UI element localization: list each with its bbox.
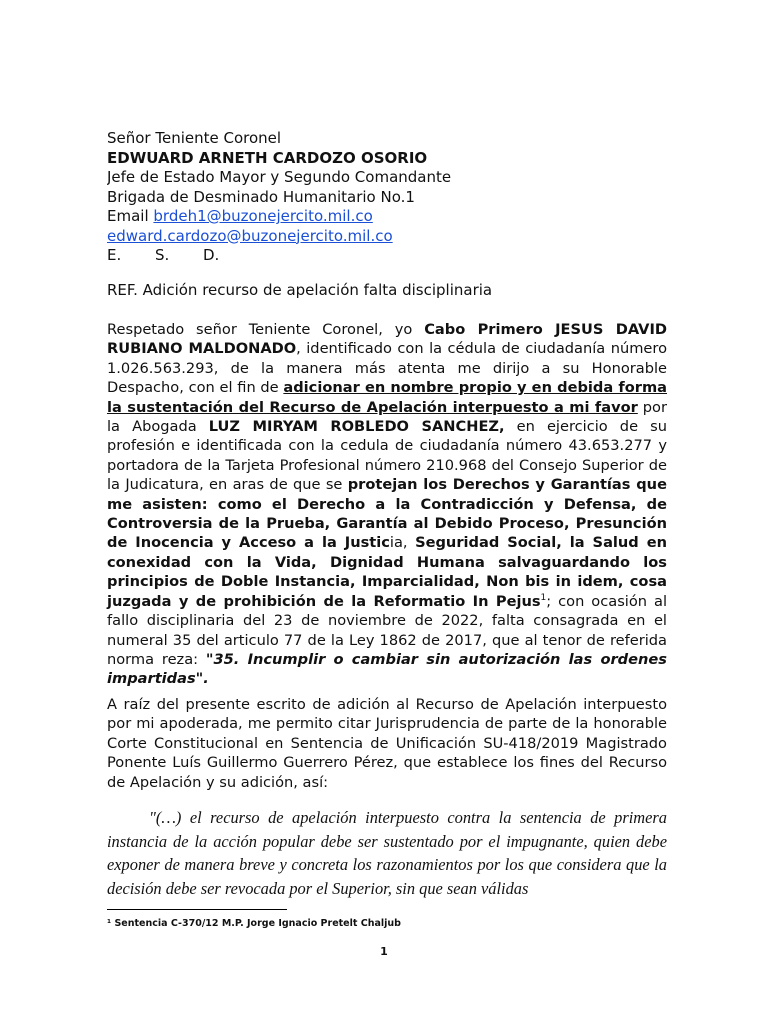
underlined-phrase: adicionar en nombre propio y en debida forma la sustentación del Recurso de Apelación interpuesto a mi favor [107, 379, 667, 416]
footnote-divider [107, 909, 287, 910]
body-paragraph-2: A raíz del presente escrito de adición al Recurso de Apelación interpuesto por mi apoderada, me permito citar Jurisprudencia de parte de la honorable Corte Constitucional en Sentencia de Unificación SU-418/2019 Magistrado Ponente Luís Guillermo Guerrero Pérez, que establece los fines del Recurso de Apelación y su adición, así: [107, 696, 667, 791]
esd-e: E. [107, 246, 122, 264]
esd-line [107, 246, 667, 266]
jurisprudence-quote: "(…) el recurso de apelación interpuesto contra la sentencia de primera instancia de la acción popular debe ser sustentado por el impugnante, quien debe exponer de manera breve y concreta los razonamientos por los que considera que la decisión debe ser revocada por el Superior, sin que sean válidas [107, 808, 667, 898]
footnote-reference: 1 [540, 592, 547, 603]
salutation: Señor Teniente Coronel [107, 129, 282, 147]
recipient-position: Jefe de Estado Mayor y Segundo Comandante [107, 168, 452, 186]
recipient-block [107, 129, 667, 266]
esd-d: D. [203, 246, 220, 264]
email-label: Email [107, 207, 149, 225]
recipient-unit: Brigada de Desminado Humanitario No.1 [107, 187, 415, 206]
footnote: ¹ Sentencia C-370/12 M.P. Jorge Ignacio Pretelt Chaljub [107, 918, 401, 929]
recipient-name: EDWUARD ARNETH CARDOZO OSORIO [107, 148, 428, 167]
esd-s: S. [155, 246, 170, 264]
email-link-2[interactable]: edward.cardozo@buzonejercito.mil.co [107, 226, 393, 245]
cited-norm: "35. Incumplir o cambiar sin autorización las ordenes impartidas". [107, 650, 667, 688]
email-line [107, 207, 667, 227]
body-paragraph-1: Respetado señor Teniente Coronel, yo Cabo Primero JESUS DAVID RUBIANO MALDONADO, identificado con la cédula de ciudadanía número 1.026.563.293, de la manera más atenta me dirijo a su Honorable Despacho, con el fin de adicionar en nombre propio y en debida forma la sustentación del Recurso de Apelación interpuesto a mi favor por la Abogada LUZ MIRYAM ROBLEDO SANCHEZ, en ejercicio de su profesión e identificada con la cedula de ciudadanía número 43.653.277 y portadora de la Tarjeta Profesional número 210.968 del Consejo Superior de la Judicatura, en aras de que se protejan los Derechos y Garantías que me asisten: como el Derecho a la Contradicción y Defensa, de Controversia de la Prueba, Garantía al Debido Proceso, Presunción de Inocencia y Acceso a la Justicia, Seguridad Social, la Salud en conexidad con la Vida, Dignidad Humana salvaguardando los principios de Doble Instancia, Imparcialidad, Non bis in idem, cosa juzgada y de prohibición de la Reformatio In Pejus$^1$; con ocasión al fallo disciplinaria del 23 de noviembre de 2022, falta consagrada en el numeral 35 del articulo 77 de la Ley 1862 de 2017, que al tenor de referida norma reza: "35. Incumplir o cambiar sin autorización las ordenes impartidas". [107, 321, 667, 688]
reference-line: REF. Adición recurso de apelación falta disciplinaria [107, 281, 493, 299]
email-link-1[interactable]: brdeh1@buzonejercito.mil.co [153, 207, 373, 225]
page-number: 1 [380, 945, 388, 958]
email-line-2 [107, 227, 667, 247]
